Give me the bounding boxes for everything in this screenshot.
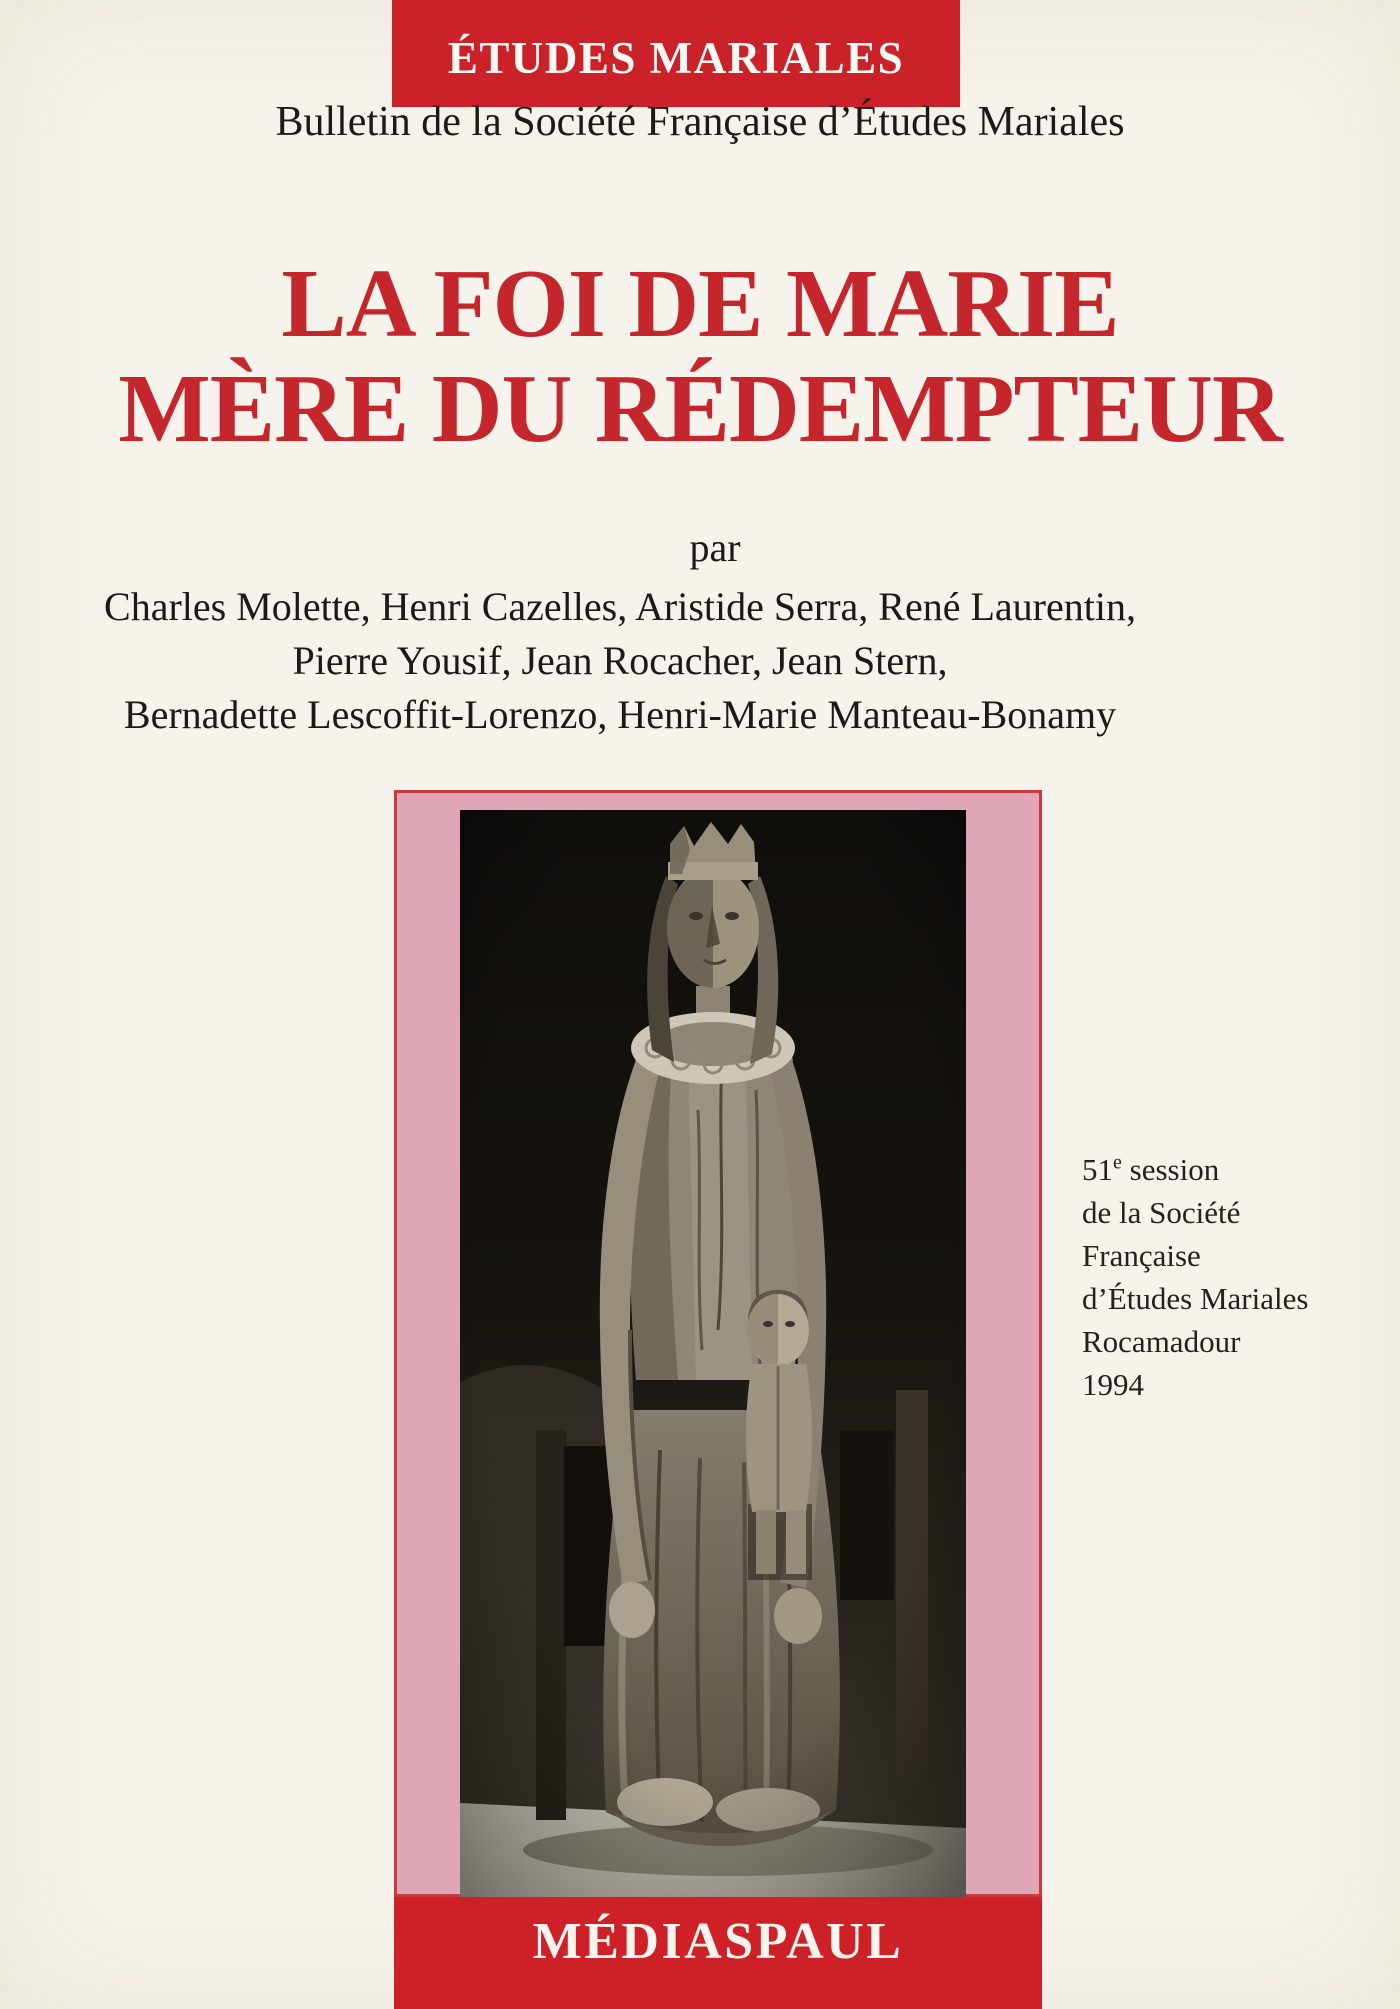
publisher-name: MÉDIASPAUL [532, 1912, 904, 1970]
book-title-line2: MÈRE DU RÉDEMPTEUR [118, 355, 1282, 463]
session-word: session [1121, 1152, 1220, 1187]
par-label: par [689, 525, 741, 570]
session-lines [1082, 1191, 1362, 1406]
session-line: Rocamadour [1082, 1324, 1241, 1359]
author-line: Pierre Yousif, Jean Rocacher, Jean Stern, [292, 638, 948, 683]
session-line: 1994 [1082, 1367, 1144, 1402]
session-line: d’Études Mariales [1082, 1281, 1309, 1316]
author-line: Charles Molette, Henri Cazelles, Aristide Serra, René Laurentin, [104, 584, 1136, 629]
madonna-statue-photo [460, 810, 966, 1897]
masthead-banner [392, 0, 960, 107]
session-number: 51 [1082, 1152, 1113, 1187]
bulletin-subtitle: Bulletin de la Société Française d’Études Mariales [275, 99, 1125, 145]
book-title-line1: LA FOI DE MARIE [281, 250, 1119, 358]
author-line: Bernadette Lescoffit-Lorenzo, Henri-Marie Manteau-Bonamy [123, 692, 1117, 737]
publisher-banner [394, 1897, 1042, 2009]
masthead-title: ÉTUDES MARIALES [447, 32, 905, 83]
session-line: Française [1082, 1238, 1201, 1273]
session-note [1082, 1148, 1362, 1406]
book-title [0, 252, 1400, 462]
session-ordinal: e [1113, 1151, 1122, 1174]
authors-list [0, 580, 1240, 742]
madonna-and-child-statue-art [460, 810, 966, 1897]
session-line-first [1082, 1148, 1362, 1191]
session-line: de la Société [1082, 1195, 1241, 1230]
